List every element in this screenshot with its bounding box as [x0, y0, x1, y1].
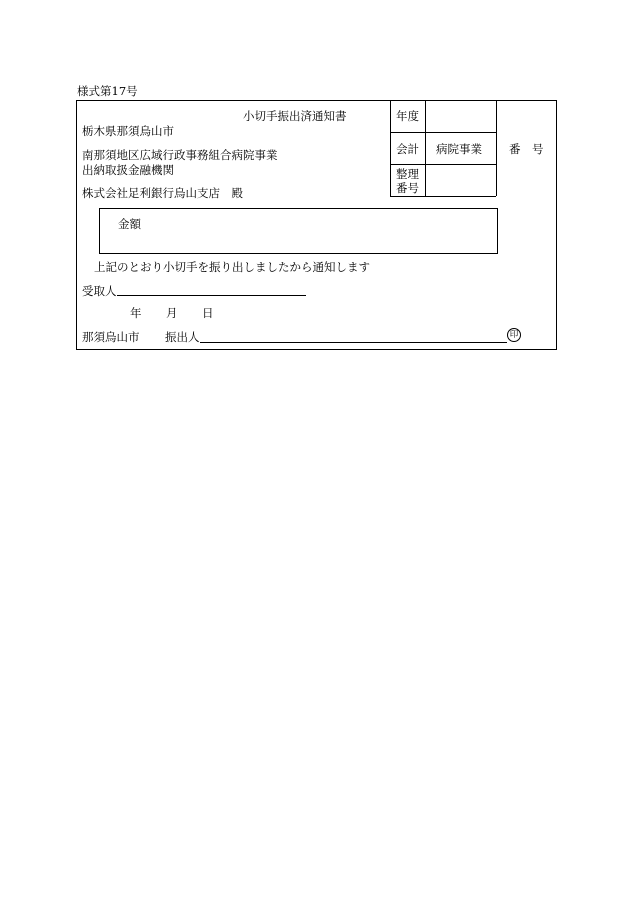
form-number: 様式第17号 — [77, 84, 138, 98]
date-year-label: 年 — [130, 306, 142, 320]
date-month-label: 月 — [166, 306, 178, 320]
amount-box — [99, 208, 498, 254]
table-divider-left — [390, 100, 391, 196]
table-divider-right — [496, 100, 497, 196]
amount-label: 金額 — [118, 217, 141, 231]
issuer-field-line — [200, 342, 507, 343]
seal-mark: 印 — [507, 328, 521, 342]
table-bottom-line — [390, 196, 496, 197]
document-title: 小切手振出済通知書 — [243, 109, 347, 123]
table-row-line-2 — [390, 164, 496, 165]
recipient-line-4: 株式会社足利銀行烏山支店 殿 — [82, 186, 243, 200]
accounting-label: 会計 — [396, 142, 419, 156]
reference-label-line2: 番号 — [396, 181, 419, 195]
notice-text: 上記のとおり小切手を振り出しましたから通知します — [94, 260, 370, 274]
issuer-city: 那須烏山市 — [82, 330, 140, 344]
fiscal-year-label: 年度 — [396, 109, 419, 123]
table-row-line-1 — [390, 132, 496, 133]
number-label: 番 号 — [509, 142, 544, 156]
recipient-line-1: 栃木県那須烏山市 — [82, 124, 174, 138]
issuer-label: 振出人 — [165, 330, 200, 344]
table-divider-mid — [425, 100, 426, 196]
recipient-line-2: 南那須地区広域行政事務組合病院事業 — [82, 148, 278, 162]
recipient-line-3: 出納取扱金融機関 — [82, 163, 174, 177]
date-day-label: 日 — [202, 306, 214, 320]
accounting-value: 病院事業 — [436, 142, 482, 156]
payee-label: 受取人 — [82, 284, 117, 298]
payee-field-line — [117, 295, 306, 296]
reference-label-line1: 整理 — [396, 167, 419, 181]
